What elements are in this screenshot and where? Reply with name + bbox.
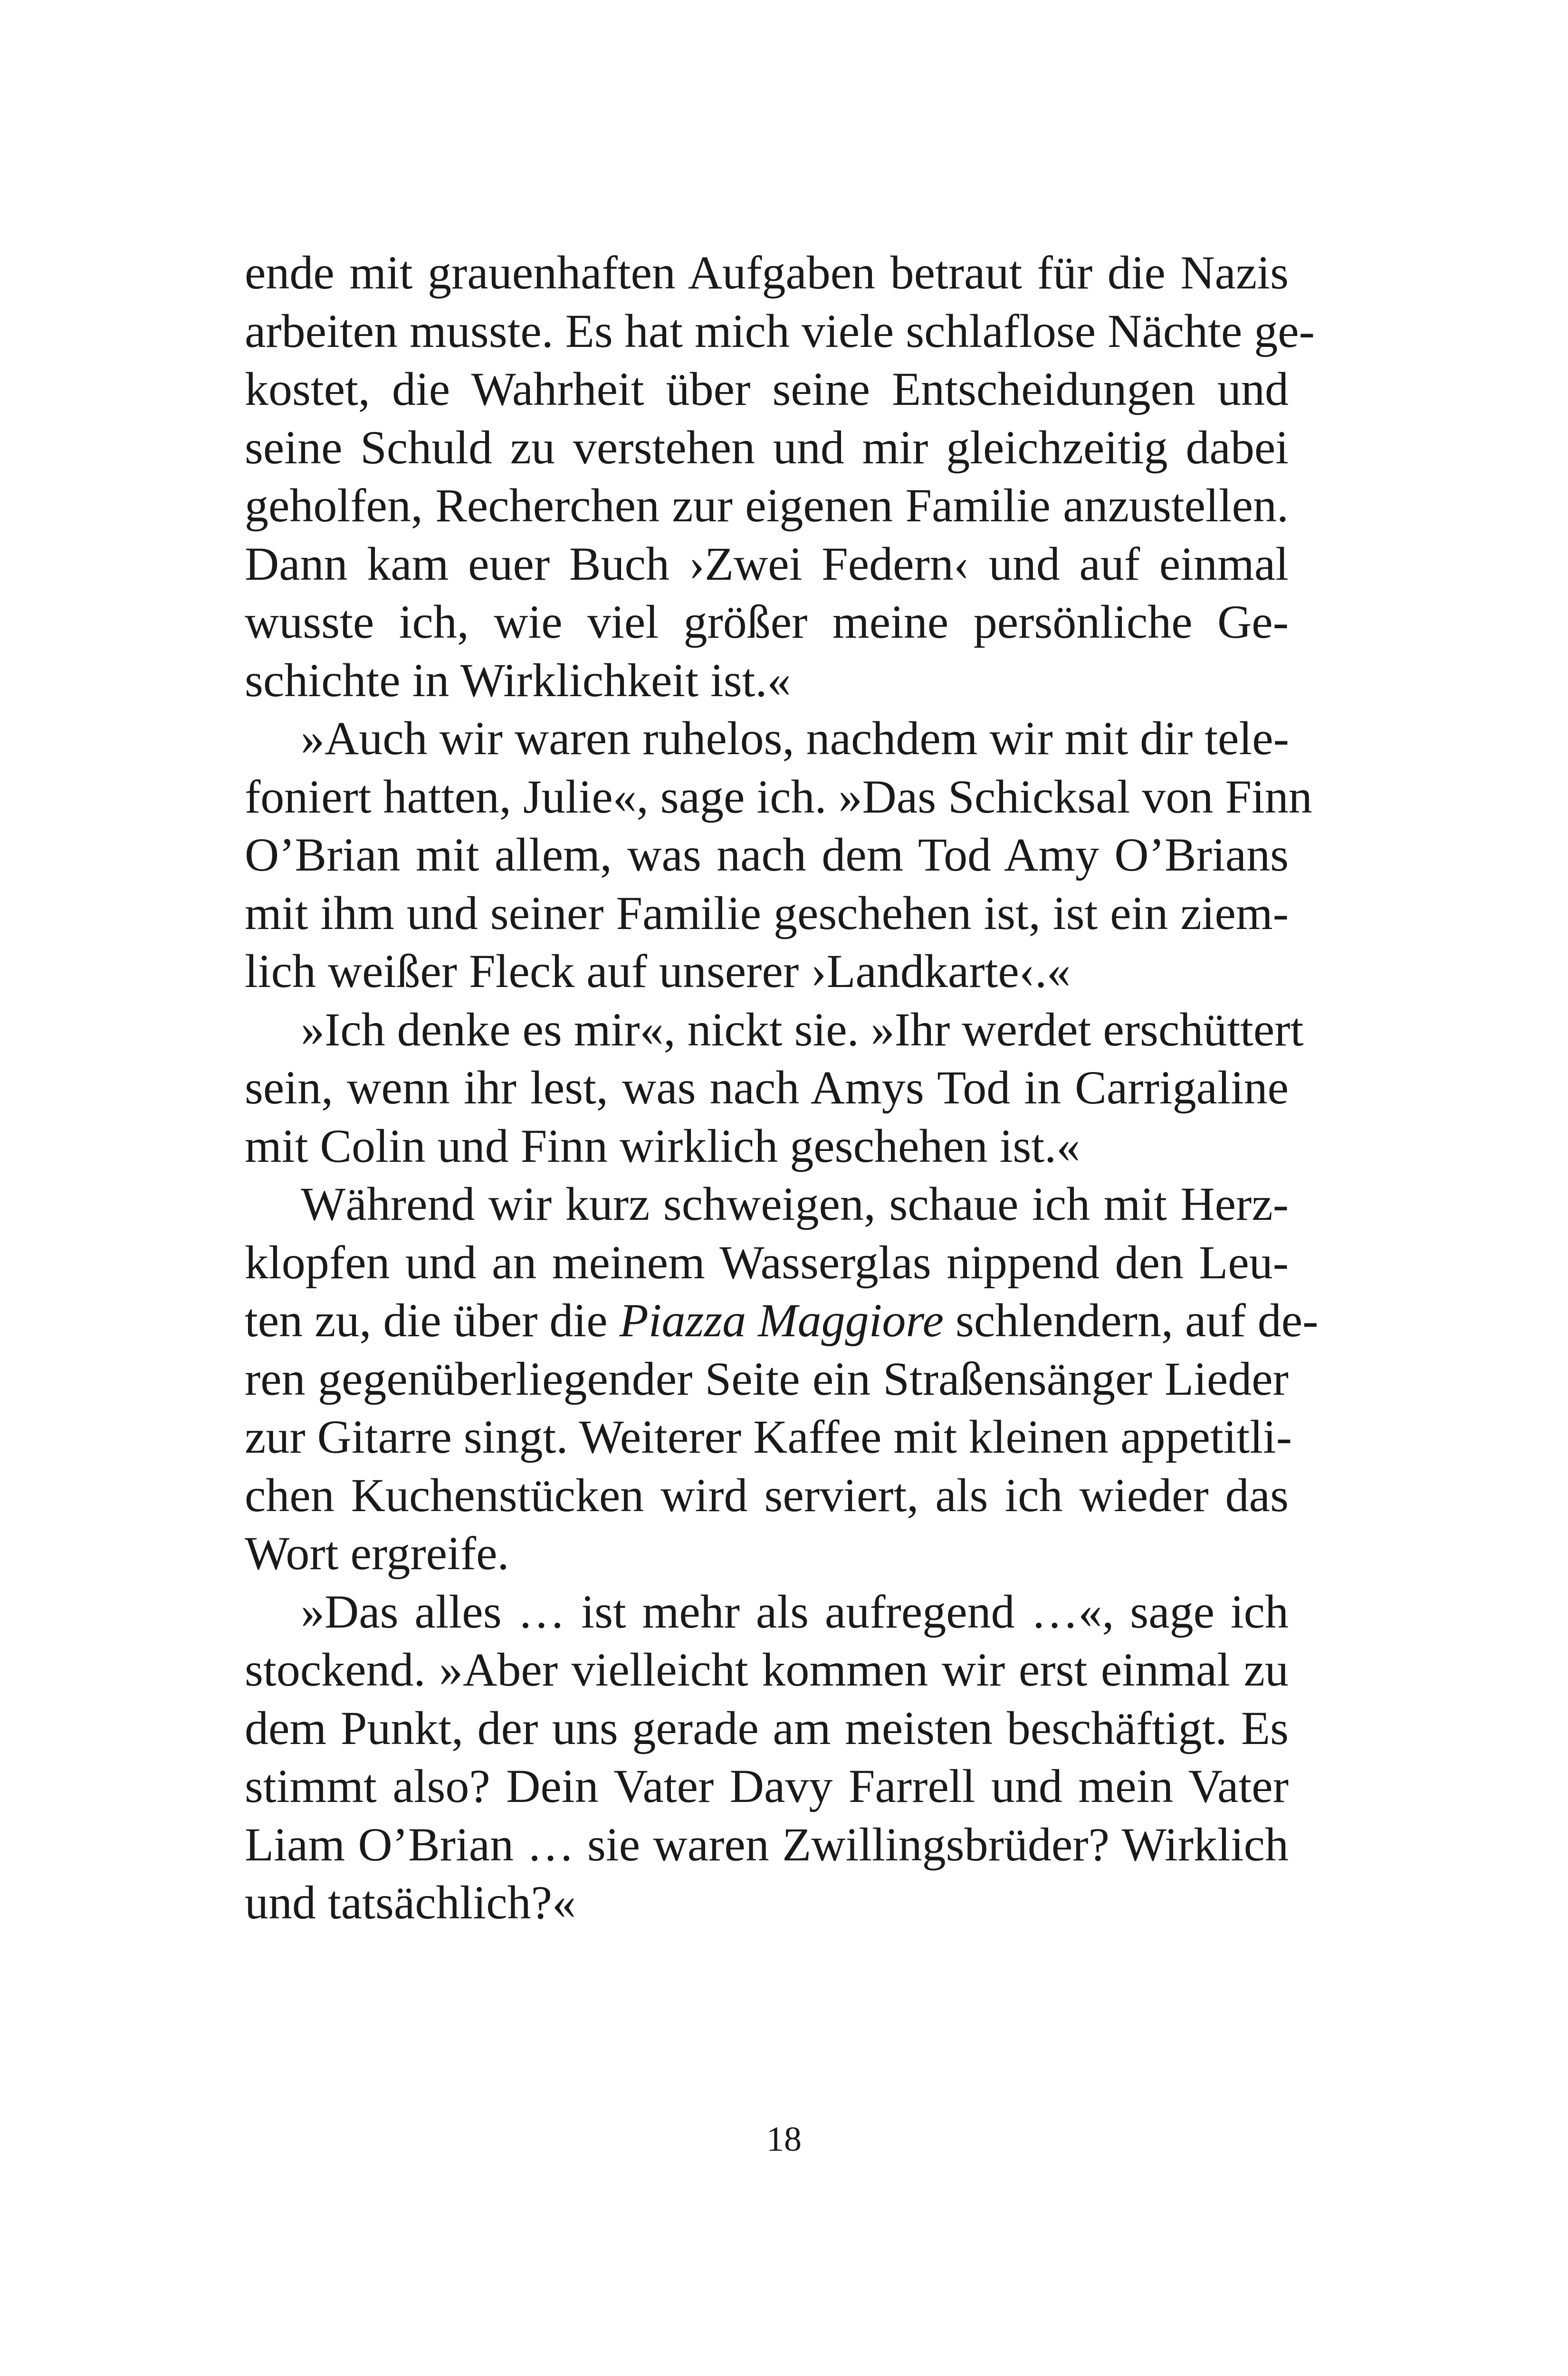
text-line: chen Kuchenstücken wird serviert, als ich wieder das [245,1468,1289,1522]
text-line: stimmt also? Dein Vater Davy Farrell und mein Vater [245,1760,1289,1812]
text-line: schichte in Wirklichkeit ist.« [245,653,791,707]
text-line-with-italic [245,1292,1319,1350]
text-line: Während wir kurz schweigen, schaue ich mit Herz- [301,1178,1289,1230]
text-line: arbeiten musste. Es hat mich viele schlaflose Nächte ge- [245,304,1315,357]
body-text [245,244,1319,1932]
text-line: kostet, die Wahrheit über seine Entscheidungen und [245,363,1289,415]
text-line: stockend. »Aber vielleicht kommen wir erst einmal zu [245,1643,1289,1696]
text-line: zur Gitarre singt. Weiterer Kaffee mit kleinen appetitli- [245,1410,1292,1463]
text-line: ende mit grauenhaften Aufgaben betraut für die Nazis [245,246,1289,299]
text-line: und tatsächlich?« [245,1876,576,1929]
text-line: O’Brian mit allem, was nach dem Tod Amy O’Brians [245,828,1289,881]
text-line: mit ihm und seiner Familie geschehen ist, ist ein ziem- [245,886,1289,939]
text-line: »Das alles … ist mehr als aufregend …«, sage ich [301,1585,1289,1638]
text-segment: ten zu, die über die [245,1294,620,1347]
text-line: ren gegenüberliegender Seite ein Straßensänger Lieder [245,1352,1289,1405]
text-line: lich weißer Fleck auf unserer ›Landkarte‹.« [245,945,1071,997]
text-line: mit Colin und Finn wirklich geschehen ist.« [245,1119,1080,1172]
text-line: seine Schuld zu verstehen und mir gleichzeitig dabei [245,421,1289,474]
text-line: geholfen, Recherchen zur eigenen Familie anzustellen. [245,479,1289,532]
text-line: Liam O’Brian … sie waren Zwillingsbrüder? Wirklich [245,1818,1289,1871]
text-line: sein, wenn ihr lest, was nach Amys Tod in Carrigaline [245,1061,1289,1114]
text-line: »Ich denke es mir«, nickt sie. »Ihr werdet erschüttert [301,1003,1304,1056]
text-line: »Auch wir waren ruhelos, nachdem wir mit dir tele- [301,712,1289,765]
italic-place-name: Piazza Maggiore [619,1294,944,1347]
text-line: klopfen und an meinem Wasserglas nippend den Leu- [245,1236,1289,1289]
text-line: wusste ich, wie viel größer meine persönliche Ge- [245,595,1289,648]
text-line: dem Punkt, der uns gerade am meisten beschäftigt. Es [245,1701,1289,1754]
page-number: 18 [766,2120,802,2159]
text-line: foniert hatten, Julie«, sage ich. »Das Schicksal von Finn [245,770,1312,823]
text-segment: schlendern, auf de- [943,1294,1319,1347]
text-line: Wort ergreife. [245,1527,509,1580]
text-line: Dann kam euer Buch ›Zwei Federn‹ und auf einmal [245,537,1289,590]
